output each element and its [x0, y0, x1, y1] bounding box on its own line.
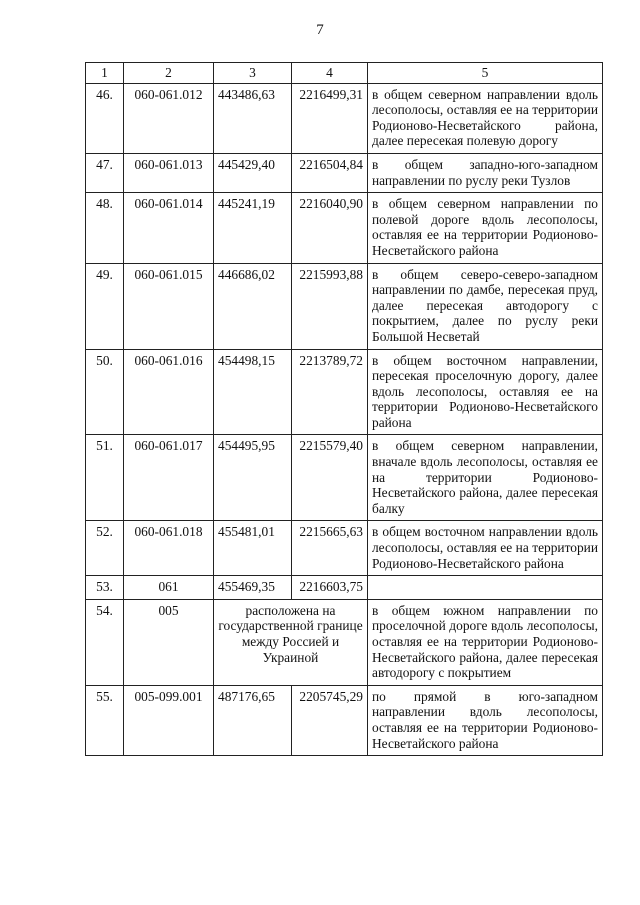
coord-x: 443486,63 — [214, 83, 292, 153]
coord-y: 2215993,88 — [292, 263, 368, 349]
table-row — [86, 435, 603, 521]
row-number: 49. — [86, 263, 124, 349]
point-code: 060-061.017 — [124, 435, 214, 521]
table-row — [86, 576, 603, 600]
boundary-description: в общем южном направлении по проселочной дороге вдоль лесополосы, оставляя ее на территории Родионово-Несветайского района, далее пересекая автодорогу с покрытием — [368, 599, 603, 685]
table-row — [86, 193, 603, 263]
border-location-note: расположена на государственной границе между Россией и Украиной — [214, 599, 368, 685]
table-row — [86, 599, 603, 685]
coord-y: 2205745,29 — [292, 685, 368, 755]
row-number: 51. — [86, 435, 124, 521]
point-code: 061 — [124, 576, 214, 600]
coord-y: 2216603,75 — [292, 576, 368, 600]
table-row — [86, 685, 603, 755]
boundary-description: по прямой в юго-западном направлении вдоль лесополосы, оставляя ее на территории Родионово-Несветайского района — [368, 685, 603, 755]
row-number: 46. — [86, 83, 124, 153]
coord-y: 2215665,63 — [292, 521, 368, 576]
header-col-5: 5 — [368, 63, 603, 84]
header-col-3: 3 — [214, 63, 292, 84]
coord-x: 446686,02 — [214, 263, 292, 349]
boundary-description: в общем восточном направлении вдоль лесополосы, оставляя ее на территории Родионово-Несветайского района — [368, 521, 603, 576]
row-number: 54. — [86, 599, 124, 685]
boundary-description: в общем северном направлении по полевой дороге вдоль лесополосы, оставляя ее на территории Родионово-Несветайского района — [368, 193, 603, 263]
header-col-1: 1 — [86, 63, 124, 84]
coord-x: 455469,35 — [214, 576, 292, 600]
header-col-4: 4 — [292, 63, 368, 84]
point-code: 060-061.015 — [124, 263, 214, 349]
row-number: 52. — [86, 521, 124, 576]
coord-x: 455481,01 — [214, 521, 292, 576]
boundary-description: в общем северо-северо-западном направлении по дамбе, пересекая пруд, далее пересекая автодорогу с покрытием, далее по руслу реки Большой Несветай — [368, 263, 603, 349]
coord-x: 487176,65 — [214, 685, 292, 755]
boundary-description: в общем северном направлении, вначале вдоль лесополосы, оставляя ее на территории Родионово-Несветайского района, далее пересекая балку — [368, 435, 603, 521]
coord-y: 2216504,84 — [292, 153, 368, 192]
boundary-description: в общем западно-юго-западном направлении по руслу реки Тузлов — [368, 153, 603, 192]
coord-x: 445429,40 — [214, 153, 292, 192]
coord-y: 2213789,72 — [292, 349, 368, 435]
coord-y: 2216499,31 — [292, 83, 368, 153]
point-code: 005-099.001 — [124, 685, 214, 755]
table-header-row — [86, 63, 603, 84]
coord-y: 2216040,90 — [292, 193, 368, 263]
coord-x: 454498,15 — [214, 349, 292, 435]
point-code: 060-061.016 — [124, 349, 214, 435]
point-code: 060-061.018 — [124, 521, 214, 576]
point-code: 005 — [124, 599, 214, 685]
table-row — [86, 349, 603, 435]
header-col-2: 2 — [124, 63, 214, 84]
row-number: 48. — [86, 193, 124, 263]
table-row — [86, 521, 603, 576]
coord-x: 454495,95 — [214, 435, 292, 521]
coordinates-table — [85, 62, 603, 756]
row-number: 55. — [86, 685, 124, 755]
row-number: 50. — [86, 349, 124, 435]
coord-y: 2215579,40 — [292, 435, 368, 521]
boundary-description: в общем северном направлении вдоль лесополосы, оставляя ее на территории Родионово-Несветайского района, далее пересекая полевую дорогу — [368, 83, 603, 153]
coord-x: 445241,19 — [214, 193, 292, 263]
point-code: 060-061.014 — [124, 193, 214, 263]
point-code: 060-061.012 — [124, 83, 214, 153]
table-row — [86, 83, 603, 153]
point-code: 060-061.013 — [124, 153, 214, 192]
row-number: 47. — [86, 153, 124, 192]
boundary-description: в общем восточном направлении, пересекая проселочную дорогу, далее вдоль лесополосы, оставляя ее на территории Родионово-Несветайского района — [368, 349, 603, 435]
boundary-description — [368, 576, 603, 600]
row-number: 53. — [86, 576, 124, 600]
table-row — [86, 153, 603, 192]
page-number: 7 — [316, 22, 324, 38]
table-row — [86, 263, 603, 349]
